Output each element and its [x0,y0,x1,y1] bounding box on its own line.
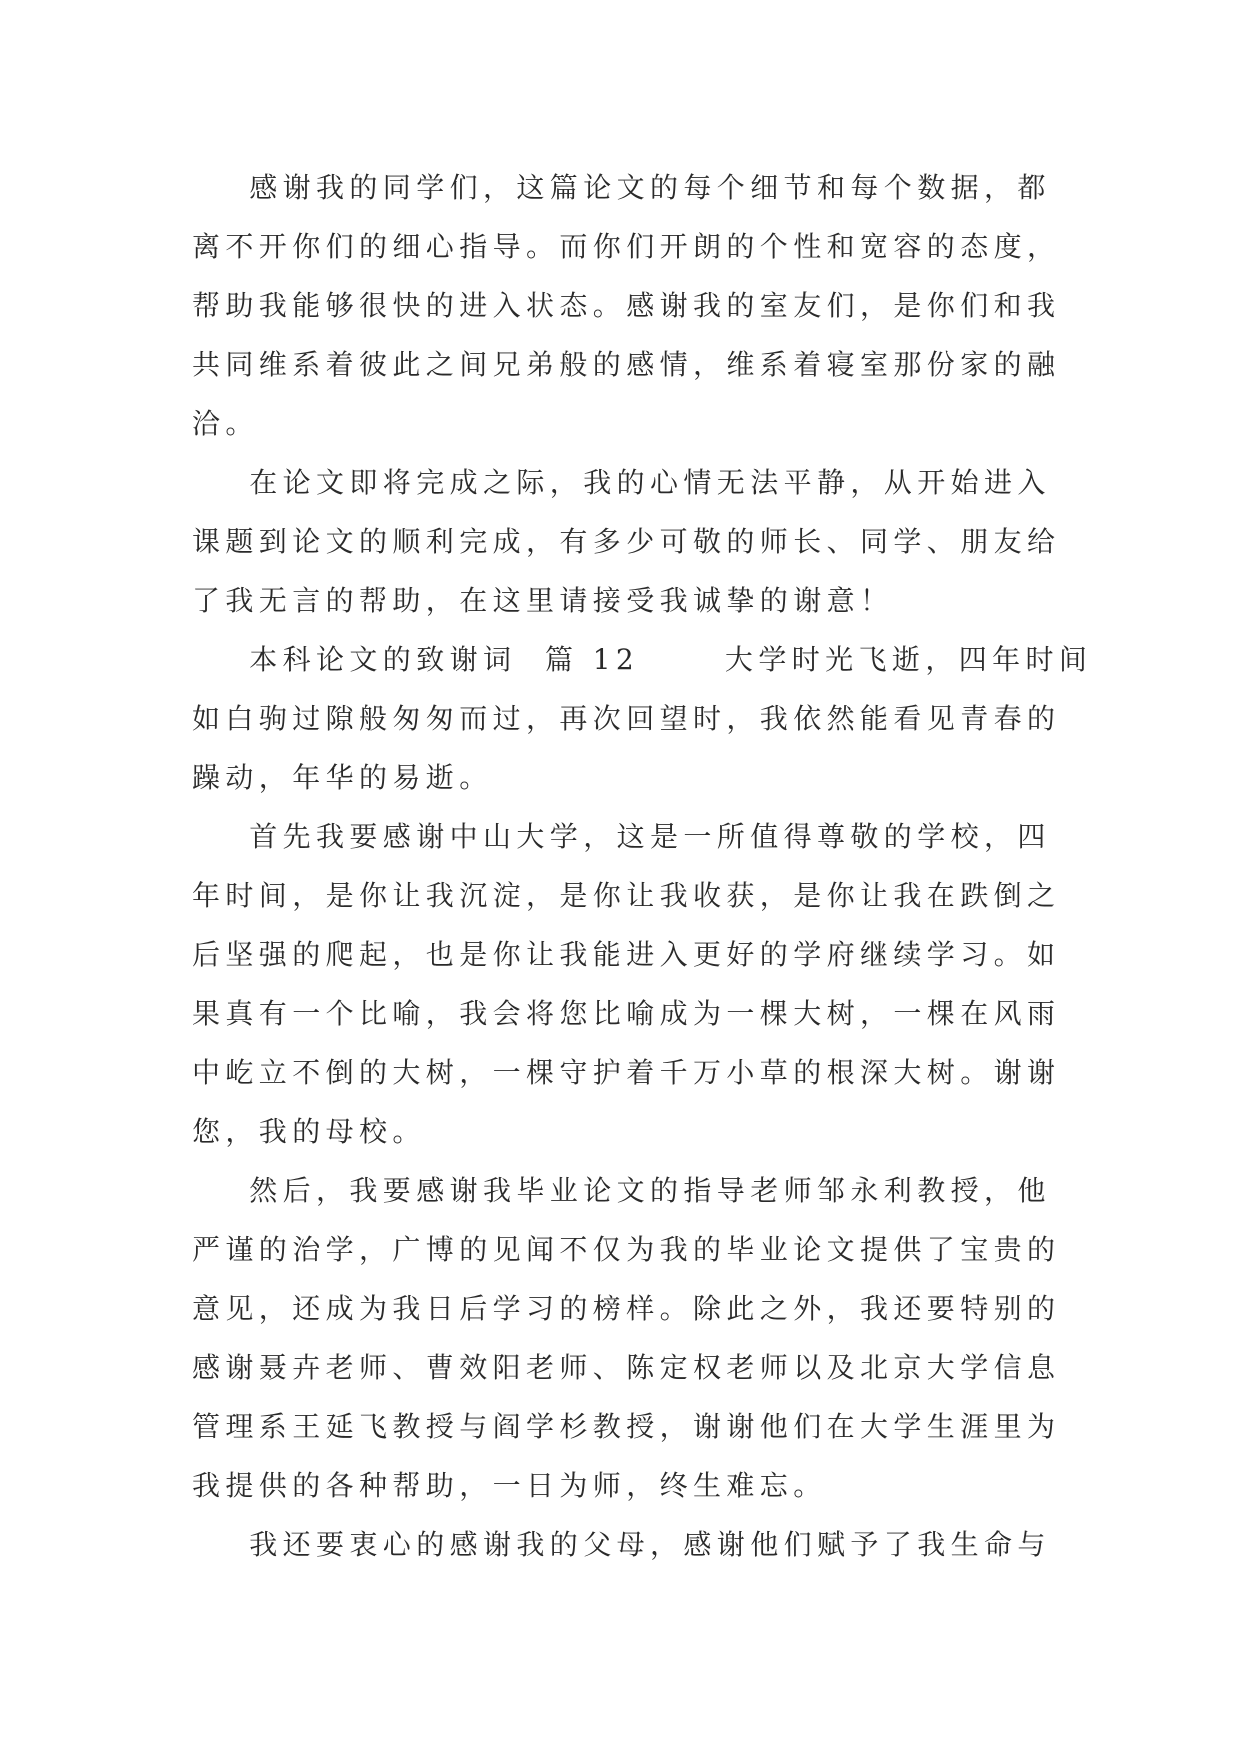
text-line: 共同维系着彼此之间兄弟般的感情，维系着寝室那份家的融 [192,348,1061,381]
text-line: 本科论文的致谢词 篇 12 大学时光飞逝，四年时间 [192,643,1093,676]
text-line: 如白驹过隙般匆匆而过，再次回望时，我依然能看见青春的 [192,702,1061,735]
text-line: 离不开你们的细心指导。而你们开朗的个性和宽容的态度， [192,230,1061,263]
text-line: 然后，我要感谢我毕业论文的指导老师邹永利教授，他 [192,1174,1051,1207]
text-line: 意见，还成为我日后学习的榜样。除此之外，我还要特别的 [192,1292,1061,1325]
text-line: 您，我的母校。 [192,1115,426,1148]
text-line: 我还要衷心的感谢我的父母，感谢他们赋予了我生命与 [192,1528,1051,1561]
text-line: 年时间，是你让我沉淀，是你让我收获，是你让我在跌倒之 [192,879,1061,912]
text-line: 洽。 [192,407,259,440]
text-line: 管理系王延飞教授与阎学杉教授，谢谢他们在大学生涯里为 [192,1410,1061,1443]
text-line: 后坚强的爬起，也是你让我能进入更好的学府继续学习。如 [192,938,1061,971]
document-body [192,158,1093,1574]
text-line: 果真有一个比喻，我会将您比喻成为一棵大树，一棵在风雨 [192,997,1061,1030]
text-line: 感谢我的同学们，这篇论文的每个细节和每个数据，都 [192,171,1051,204]
text-line: 帮助我能够很快的进入状态。感谢我的室友们，是你们和我 [192,289,1061,322]
text-line: 严谨的治学，广博的见闻不仅为我的毕业论文提供了宝贵的 [192,1233,1061,1266]
text-line: 感谢聂卉老师、曹效阳老师、陈定权老师以及北京大学信息 [192,1351,1061,1384]
text-line: 中屹立不倒的大树，一棵守护着千万小草的根深大树。谢谢 [192,1056,1061,1089]
text-line: 课题到论文的顺利完成，有多少可敬的师长、同学、朋友给 [192,525,1061,558]
text-line: 躁动，年华的易逝。 [192,761,493,794]
text-line: 在论文即将完成之际，我的心情无法平静，从开始进入 [192,466,1051,499]
text-line: 首先我要感谢中山大学，这是一所值得尊敬的学校，四 [192,820,1051,853]
text-line: 了我无言的帮助，在这里请接受我诚挚的谢意！ [192,584,894,617]
text-line: 我提供的各种帮助，一日为师，终生难忘。 [192,1469,827,1502]
